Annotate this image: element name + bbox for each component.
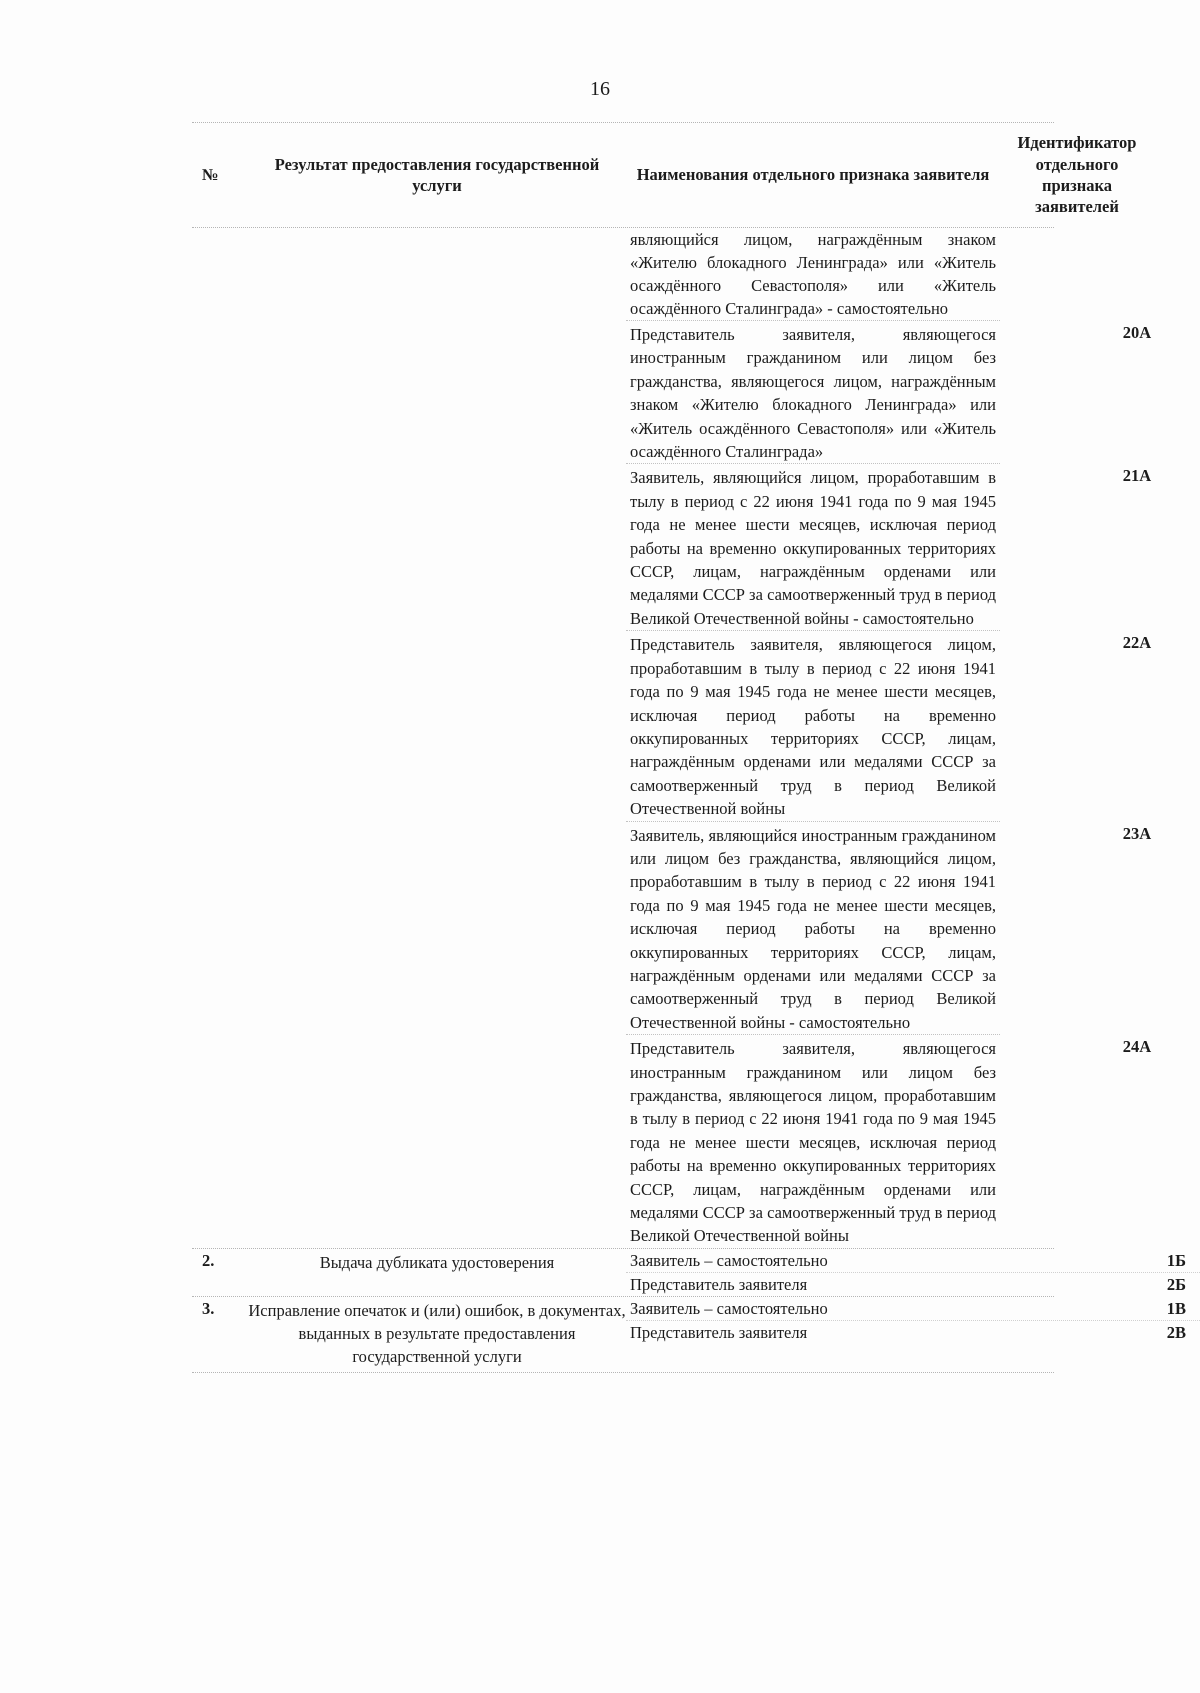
attribute-code: 20А (1122, 323, 1152, 342)
table-header (192, 122, 1137, 228)
attribute-code: 21А (1122, 466, 1152, 486)
attribute-text: Представитель заявителя, являющегося иностранным гражданином или лицом без гражданства, являющегося лицом, награждённым знаком «Жителю блокадного Ленинграда» или «Житель осаждённого Севастополя» или «Житель осаждённого Сталинграда» (626, 320, 1000, 463)
attribute-code: 1Б (1166, 1250, 1186, 1270)
attribute-code: 24А (1122, 1037, 1152, 1057)
page-number: 16 (590, 78, 610, 100)
header-result: Результат предоставления государственной услуги (274, 154, 600, 195)
attribute-text: Представитель заявителя (630, 1274, 808, 1294)
header-id: Идентификатор отдельного признака заявителей (1017, 133, 1137, 217)
entries-row (192, 320, 1152, 1248)
table-row (626, 821, 1200, 1035)
table-row (626, 1320, 1200, 1344)
attribute-text: Представитель заявителя (630, 1322, 808, 1342)
service-num: 2. (202, 1250, 215, 1270)
attribute-code: 2В (1166, 1322, 1186, 1342)
attribute-code: 2Б (1166, 1274, 1186, 1294)
table-row (626, 1272, 1200, 1296)
attribute-text: Представитель заявителя, являющегося иностранным гражданином или лицом без гражданства, являющегося лицом, проработавшим в тылу в период с 22 июня 1941 года по 9 мая 1945 года не менее шести месяцев, исключая период работы на временно оккупированных территориях СССР, лицам, награждённым орденами или медалями СССР за самоотверженный труд в период Великой Отечественной войны (626, 1034, 1000, 1248)
service-row-2 (192, 1248, 1186, 1296)
header-num: № (202, 165, 219, 185)
continuation-row (192, 228, 1054, 320)
header-name: Наименования отдельного признака заявителя (636, 165, 990, 185)
service-result: Выдача дубликата удостоверения (319, 1252, 555, 1272)
table-row (626, 1034, 1200, 1248)
table-row (626, 320, 1200, 463)
table-row (626, 1249, 1200, 1272)
continuation-text: являющийся лицом, награждённым знаком «Жителю блокадного Ленинграда» или «Житель осаждённого Севастополя» или «Житель осаждённого Сталинграда» - самостоятельно (630, 230, 996, 318)
attribute-code: 23А (1122, 823, 1152, 843)
attribute-text: Заявитель – самостоятельно (630, 1250, 828, 1270)
service-result: Исправление опечаток и (или) ошибок, в документах, выданных в результате предоставления государственной услуги (248, 1300, 626, 1366)
attribute-text: Заявитель – самостоятельно (630, 1298, 828, 1318)
service-num: 3. (202, 1298, 215, 1318)
table-row (626, 1297, 1200, 1320)
service-row-3 (192, 1296, 1186, 1368)
attribute-code: 22А (1122, 633, 1152, 653)
attribute-code: 1В (1166, 1298, 1186, 1318)
table-row (626, 463, 1200, 630)
entries-list (626, 320, 1200, 1248)
table-row (626, 630, 1200, 820)
applicant-attributes-table (192, 122, 1186, 1373)
attribute-text: Заявитель, являющийся иностранным гражданином или лицом без гражданства, являющийся лицом, проработавшим в тылу в период с 22 июня 1941 года по 9 мая 1945 года не менее шести месяцев, исключая период работы на временно оккупированных территориях СССР, лицам, награждённым орденами или медалями СССР за самоотверженный труд в период Великой Отечественной войны - самостоятельно (626, 821, 1000, 1035)
attribute-text: Представитель заявителя, являющегося лицом, проработавшим в тылу в период с 22 июня 1941 года по 9 мая 1945 года не менее шести месяцев, исключая период работы на временно оккупированных территориях СССР, лицам, награждённым орденами или медалями СССР за самоотверженный труд в период Великой Отечественной войны (626, 630, 1000, 820)
table-bottom-border (192, 1372, 1054, 1373)
attribute-text: Заявитель, являющийся лицом, проработавшим в тылу в период с 22 июня 1941 года по 9 мая 1945 года не менее шести месяцев, исключая период работы на временно оккупированных территориях СССР, лицам, награждённым орденами или медалями СССР за самоотверженный труд в период Великой Отечественной войны - самостоятельно (626, 463, 1000, 630)
